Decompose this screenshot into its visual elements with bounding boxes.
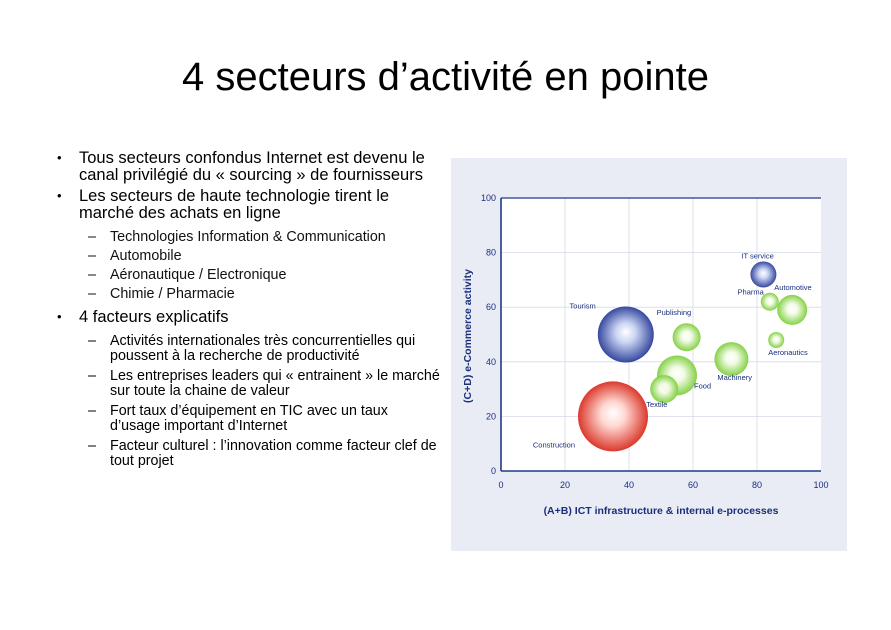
bubble-machinery xyxy=(714,342,748,376)
dash-icon: – xyxy=(88,248,96,264)
y-tick-label: 40 xyxy=(485,356,496,367)
sub-bullet-text: Automobile xyxy=(110,248,182,264)
sub-bullet-text: Facteur culturel : l’innovation comme facteur clef de tout projet xyxy=(110,437,437,469)
y-tick-label: 20 xyxy=(485,411,496,422)
x-tick-label: 20 xyxy=(559,480,571,490)
bullet-item xyxy=(50,309,440,326)
dash-icon: – xyxy=(88,367,96,384)
bubble-chart xyxy=(451,158,847,551)
bubble-label: Tourism xyxy=(569,301,596,311)
y-tick-label: 100 xyxy=(480,193,496,203)
sub-bullet-text: Activités internationales très concurrentielles qui poussent à la recherche de productivité xyxy=(110,332,416,364)
x-tick-label: 0 xyxy=(498,480,504,490)
dash-icon: – xyxy=(88,402,96,419)
dash-icon: – xyxy=(88,267,96,283)
bullet-dot-icon: • xyxy=(57,188,62,203)
bubble-it-service xyxy=(750,261,776,287)
sub-bullet-item xyxy=(50,286,440,302)
bubble-chart-panel xyxy=(451,158,847,551)
x-tick-label: 60 xyxy=(687,480,699,490)
x-axis-label: (A+B) ICT infrastructure & internal e-processes xyxy=(543,505,779,517)
bullet-dot-icon: • xyxy=(57,150,62,165)
sub-bullet-text: Chimie / Pharmacie xyxy=(110,286,235,302)
bullet-text: 4 facteurs explicatifs xyxy=(79,308,229,326)
sub-bullet-text: Aéronautique / Electronique xyxy=(110,267,287,283)
bullet-dot-icon: • xyxy=(57,309,62,324)
sub-bullet-list xyxy=(50,229,440,302)
bubble-label: Automotive xyxy=(774,282,812,292)
dash-icon: – xyxy=(88,286,96,302)
sub-bullet-text: Technologies Information & Communication xyxy=(110,229,386,245)
sub-bullet-text: Fort taux d’équipement en TIC avec un taux d’usage important d’Internet xyxy=(110,402,388,434)
bubble-publishing xyxy=(673,323,701,351)
bubble-automotive xyxy=(777,295,807,325)
sub-bullet-item xyxy=(50,248,440,264)
slide-title: 4 secteurs d’activité en pointe xyxy=(182,55,709,99)
bullet-list xyxy=(50,150,440,477)
y-tick-label: 80 xyxy=(485,247,496,258)
bubble-textile xyxy=(650,375,678,403)
bubble-aeronautics xyxy=(768,332,784,348)
y-tick-label: 60 xyxy=(485,302,496,313)
bubble-label: Publishing xyxy=(656,308,692,318)
sub-bullet-item xyxy=(50,334,440,365)
x-tick-label: 80 xyxy=(751,480,763,490)
bullet-text: Les secteurs de haute technologie tirent le marché des achats en ligne xyxy=(79,187,390,222)
y-axis-label: (C+D) e-Commerce activity xyxy=(462,269,474,403)
bubble-label: Textile xyxy=(646,400,668,410)
sub-bullet-item xyxy=(50,369,440,400)
bubble-label: Machinery xyxy=(717,373,753,383)
bullet-item xyxy=(50,150,440,183)
sub-bullet-list xyxy=(50,334,440,470)
bubble-label: IT service xyxy=(741,251,774,261)
dash-icon: – xyxy=(88,332,96,349)
x-tick-label: 40 xyxy=(623,480,635,490)
bubble-label: Construction xyxy=(532,440,575,450)
sub-bullet-item xyxy=(50,229,440,245)
bullet-text: Tous secteurs confondus Internet est devenu le canal privilégié du « sourcing » de fournisseurs xyxy=(79,149,425,184)
y-tick-label: 0 xyxy=(490,466,496,476)
dash-icon: – xyxy=(88,437,96,454)
sub-bullet-item xyxy=(50,404,440,435)
dash-icon: – xyxy=(88,229,96,245)
bubble-label: Pharma xyxy=(737,287,764,297)
bubble-tourism xyxy=(598,307,654,363)
sub-bullet-item xyxy=(50,267,440,283)
sub-bullet-item xyxy=(50,439,440,470)
bubble-construction xyxy=(578,381,648,451)
x-tick-label: 100 xyxy=(813,480,829,490)
bubble-label: Aeronautics xyxy=(768,347,808,357)
sub-bullet-text: Les entreprises leaders qui « entrainent » le marché sur toute la chaine de valeur xyxy=(110,367,440,399)
bubble-label: Food xyxy=(694,381,712,391)
bullet-item xyxy=(50,188,440,221)
